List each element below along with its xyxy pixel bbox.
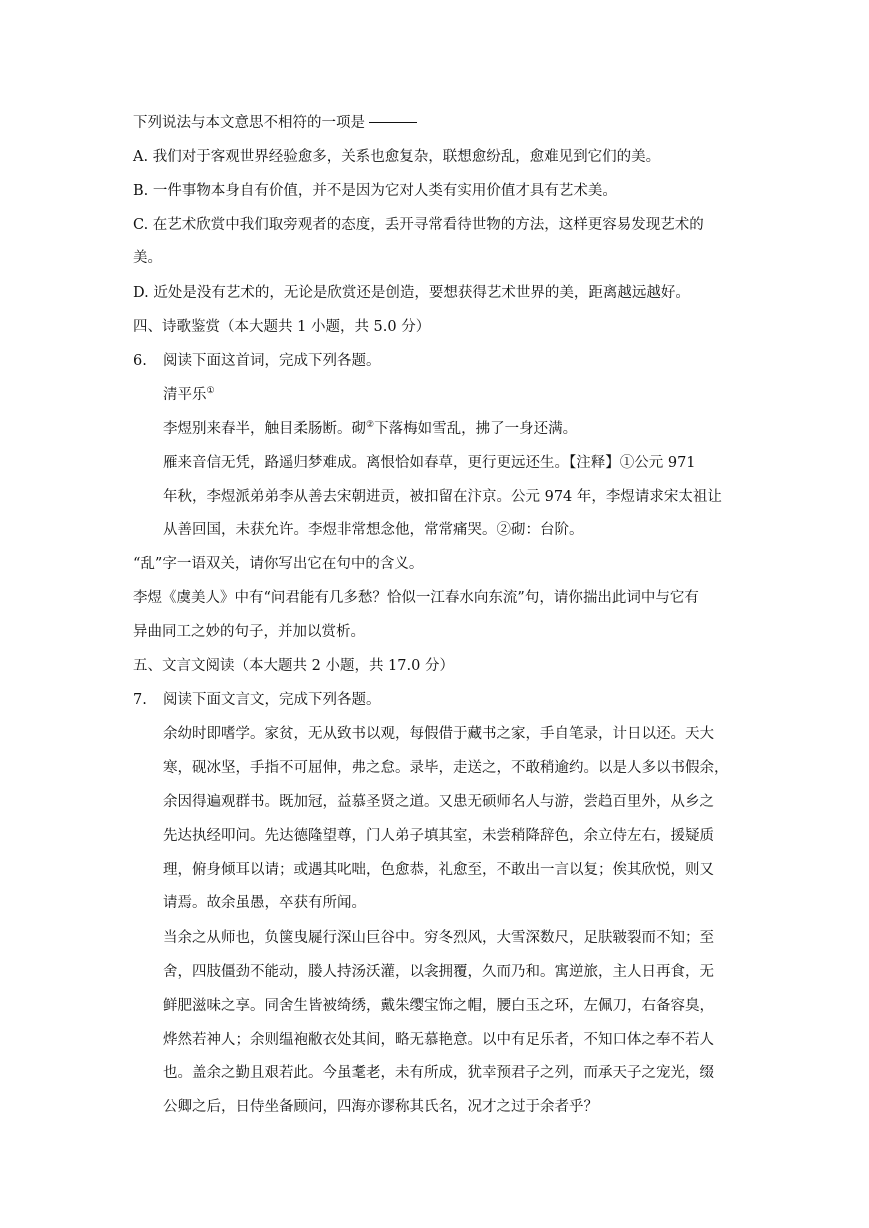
- passage-para1-line: 理，俯身倾耳以请；或遇其叱咄，色愈恭，礼愈至，不敢出一言以复；俟其欣悦，则又: [163, 862, 714, 878]
- q5-option-c-cont: 美。: [133, 250, 162, 266]
- passage-para1-line: 先达执经叩问。先达德隆望尊，门人弟子填其室，未尝稍降辞色，余立侍左右，援疑质: [163, 828, 714, 844]
- q5-option-d: D. 近处是没有艺术的，无论是欣赏还是创造，要想获得艺术世界的美，距离越远越好。: [133, 285, 690, 301]
- q7-instruction: 阅读下面文言文，完成下列各题。: [163, 692, 381, 708]
- q6-number: 6.: [133, 353, 147, 369]
- q6-sub-question-1: “乱”字一语双关，请你写出它在句中的含义。: [133, 556, 424, 572]
- passage-para2-line: 舍，四肢僵劲不能动，媵人持汤沃灌，以衾拥覆，久而乃和。寓逆旅，主人日再食，无: [163, 964, 714, 980]
- q5-stem: [133, 113, 417, 133]
- passage-para2-line: 鲜肥滋味之享。同舍生皆被绮绣，戴朱缨宝饰之帽，腰白玉之环，左佩刀，右备容臭，: [163, 998, 714, 1014]
- q5-option-a: A. 我们对于客观世界经验愈多，关系也愈复杂，联想愈纷乱，愈难见到它们的美。: [133, 149, 661, 165]
- q6-instruction: 阅读下面这首词，完成下列各题。: [163, 353, 381, 369]
- passage-para2-line: 当余之从师也，负箧曳屣行深山巨谷中。穷冬烈风，大雪深数尺，足肤皲裂而不知；至: [163, 930, 714, 946]
- note-line-3: 从善回国，未获允许。李煜非常想念他，常常痛哭。②砌：台阶。: [163, 522, 584, 538]
- footnote-marker-2: ②: [366, 420, 375, 430]
- q6-header: [133, 351, 381, 371]
- q7-header: [133, 690, 381, 710]
- q5-option-b: B. 一件事物本身自有价值，并不是因为它对人类有实用价值才具有艺术美。: [133, 183, 617, 199]
- section-5-title: 五、文言文阅读（本大题共 2 小题，共 17.0 分）: [133, 658, 454, 674]
- q5-option-c: C. 在艺术欣赏中我们取旁观者的态度，丢开寻常看待世物的方法，这样更容易发现艺术的: [133, 217, 704, 233]
- passage-para2-line: 也。盖余之勤且艰若此。今虽耄老，未有所成，犹幸预君子之列，而承天子之宠光，缀: [163, 1065, 714, 1081]
- poem-line-1: [163, 419, 577, 439]
- q5-stem-text: 下列说法与本文意思不相符的一项是: [133, 115, 365, 131]
- poem-title: [163, 385, 215, 405]
- q6-sub-question-2-line1: 李煜《虞美人》中有“问君能有几多愁？恰似一江春水向东流”句，请你揣出此词中与它有: [133, 590, 699, 606]
- poem-title-text: 清平乐: [163, 387, 207, 403]
- poem-line-2: 雁来音信无凭，路遥归梦难成。离恨恰如春草，更行更远还生。【注释】①公元 971: [163, 455, 696, 471]
- passage-para1-line: 余幼时即嗜学。家贫，无从致书以观，每假借于藏书之家，手自笔录，计日以还。天大: [163, 726, 714, 742]
- passage-para1-line: 寒，砚冰坚，手指不可屈伸，弗之怠。录毕，走送之，不敢稍逾约。以是人多以书假余，: [163, 760, 729, 776]
- passage-para2-line: 公卿之后，日侍坐备顾问，四海亦谬称其氏名，况才之过于余者乎？: [163, 1099, 598, 1115]
- section-4-title: 四、诗歌鉴赏（本大题共 1 小题，共 5.0 分）: [133, 319, 431, 335]
- answer-blank[interactable]: [369, 122, 417, 123]
- note-line-2: 年秋，李煜派弟弟李从善去宋朝进贡，被扣留在汴京。公元 974 年，李煜请求宋太祖让: [163, 489, 722, 505]
- poem-line-1a: 李煜别来春半，触目柔肠断。砌: [163, 421, 366, 437]
- footnote-marker-1: ①: [206, 386, 215, 396]
- passage-para1-line: 请焉。故余虽愚，卒获有所闻。: [163, 895, 366, 911]
- passage-para1-line: 余因得遍观群书。既加冠，益慕圣贤之道。又患无硕师名人与游，尝趋百里外，从乡之: [163, 794, 714, 810]
- q7-number: 7.: [133, 692, 147, 708]
- poem-line-1b: 下落梅如雪乱，拂了一身还满。: [374, 421, 578, 437]
- passage-para2-line: 烨然若神人；余则缊袍敝衣处其间，略无慕艳意。以中有足乐者，不知口体之奉不若人: [163, 1032, 714, 1048]
- q6-sub-question-2-line2: 异曲同工之妙的句子，并加以赏析。: [133, 624, 365, 640]
